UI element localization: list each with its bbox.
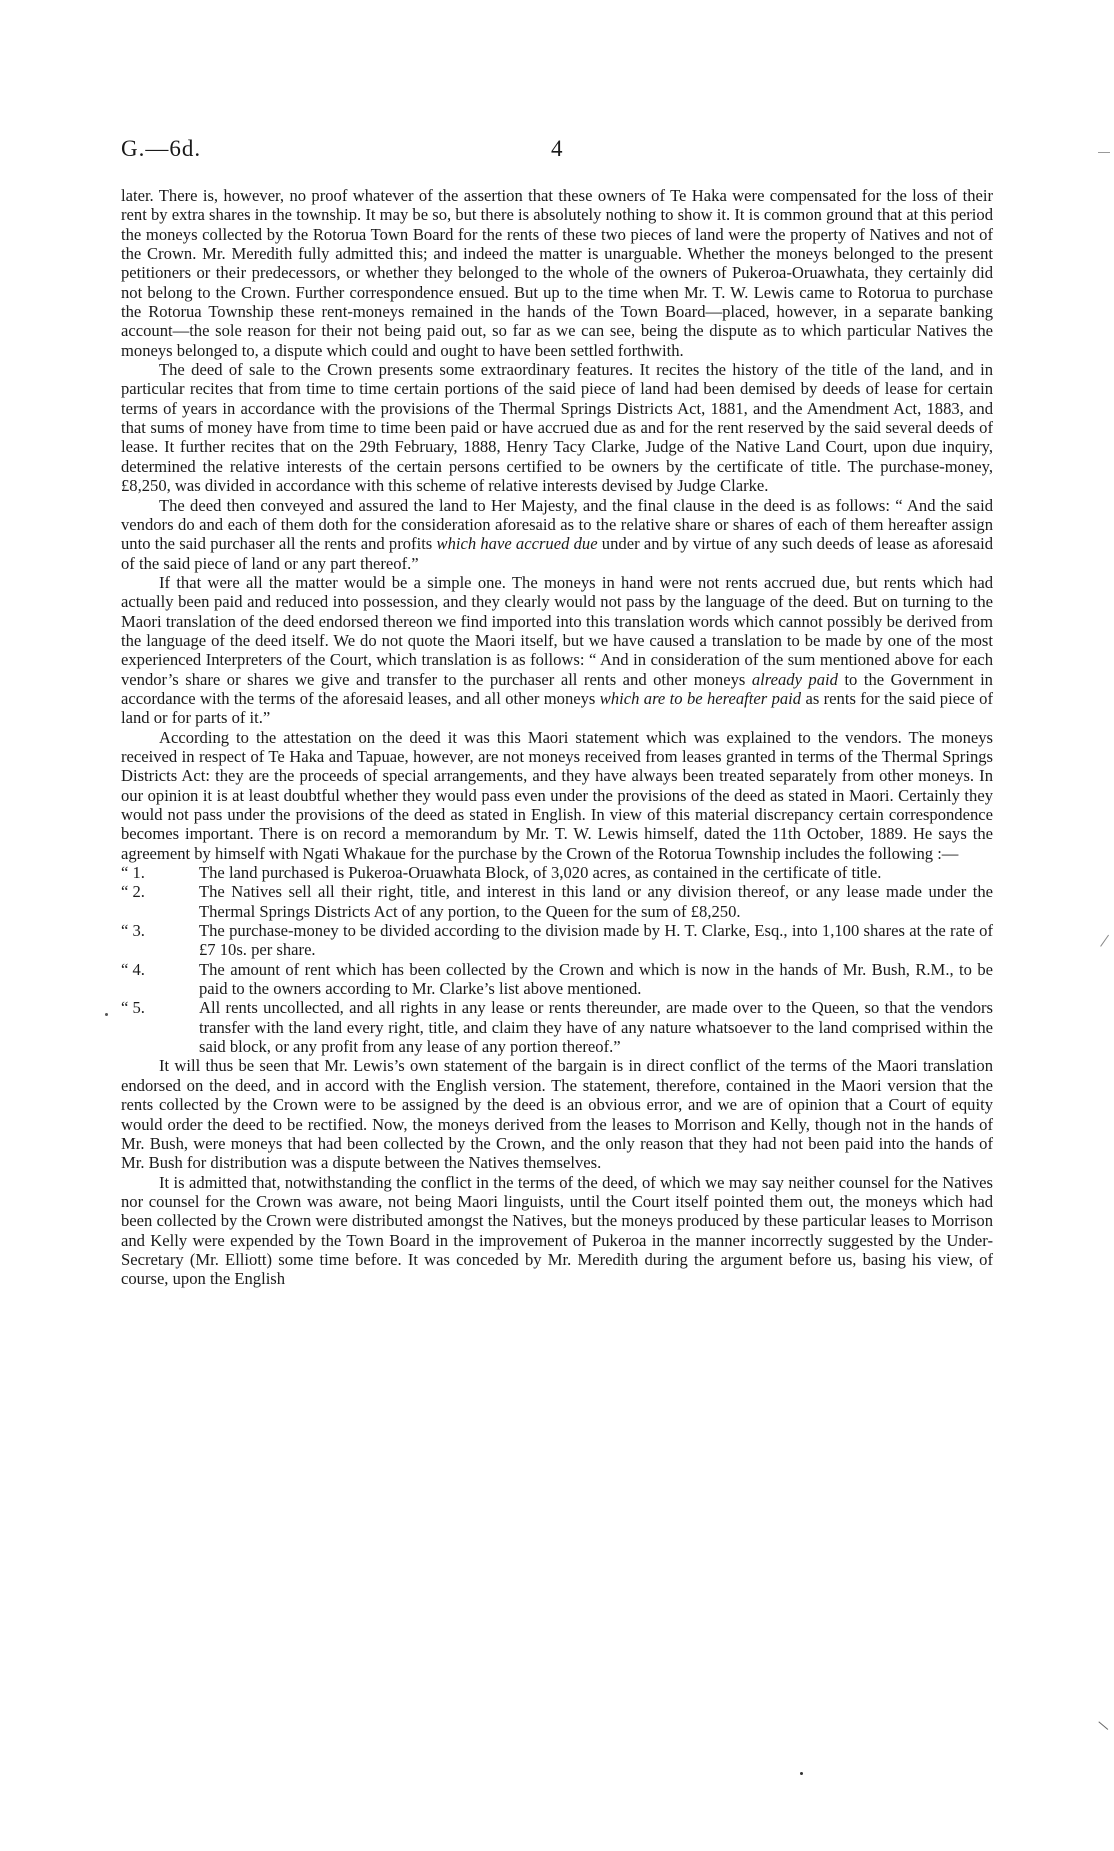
list-item-number: “ 2. [121,882,145,902]
paragraph-conflict: It will thus be seen that Mr. Lewis’s own statement of the bargain is in direct conflict of the terms of the Maori translation endorsed on the deed, and in accord with the English version. The statement, therefore, contained in the Maori version that the rents collected by the Crown were to be assigned by the deed is an obvious error, and we are of opinion that a Court of equity would order the deed to be rectified. Now, the moneys derived from the leases to Morrison and Kelly, though not in the hands of Mr. Bush, were moneys that had been collected by the Crown, and the only reason that they had not been paid into the hands of Mr. Bush for distribution was a dispute between the Natives themselves. [121,1056,993,1173]
memorandum-list [121,863,993,1056]
list-item-text: The land purchased is Pukeroa-Oruawhata Block, of 3,020 acres, as contained in the certificate of title. [199,863,882,883]
paragraph-continuation: later. There is, however, no proof whatever of the assertion that these owners of Te Haka were compensated for the loss of their rent by extra shares in the township. It may be so, but there is absolutely nothing to show it. It is common ground that at this period the moneys collected by the Rotorua Town Board for the rents of these two pieces of land were the property of Natives and not of the Crown. Mr. Meredith fully admitted this; and indeed the matter is unarguable. Whether the moneys belonged to the present petitioners or their predecessors, or whether they belonged to the whole of the owners of Pukeroa-Oruawhata, they certainly did not belong to the Crown. Further correspondence ensued. But up to the time when Mr. T. W. Lewis came to Rotorua to purchase the Rotorua Township these rent-moneys remained in the hands of the Town Board—placed, however, in a separate banking account—the sole reason for their not being paid out, so far as we can see, being the dispute as to which particular Natives the moneys belonged to, a dispute which could and ought to have been settled forthwith. [121,186,993,360]
paragraph-deed-of-sale: The deed of sale to the Crown presents some extraordinary features. It recites the history of the title of the land, and in particular recites that from time to time certain portions of the said piece of land had been demised by deeds of lease for certain terms of years in accordance with the provisions of the Thermal Springs Districts Act, 1881, and the Amendment Act, 1883, and that sums of money have from time to time been paid or have accrued due as and for the rent reserved by the said several deeds of lease. It further recites that on the 29th February, 1888, Henry Tacy Clarke, Judge of the Native Land Court, upon due inquiry, determined the relative interests of the certain persons certified to be owners by the certificate of title. The purchase-money, £8,250, was divided in accordance with this scheme of relative interests devised by Judge Clarke. [121,360,993,496]
list-item [121,921,993,960]
list-item [121,998,993,1056]
list-item [121,882,993,921]
scan-artifact-mark [1100,935,1110,948]
list-item-text: The Natives sell all their right, title, and interest in this land or any division thereof, or any lease made under the Thermal Springs Districts Act of any portion, to the Queen for the sum of £8,250. [199,882,993,921]
page-number: 4 [551,136,563,161]
page-header [121,136,993,176]
paragraph-deed-final-clause [121,496,993,573]
list-item-number: “ 3. [121,921,145,941]
paragraph-text: to the Government in accordance with the terms of the aforesaid leases, and all other moneys [121,669,993,708]
paragraph-text: under and by virtue of any such deeds of lease as aforesaid of the said piece of land or any part thereof.” [121,534,994,573]
scan-artifact-dot [105,1013,108,1016]
scan-artifact-mark [1098,152,1110,159]
list-item-text: The amount of rent which has been collected by the Crown and which is now in the hands of Mr. Bush, R.M., to be paid to the owners according to Mr. Clarke’s list above mentioned. [199,959,993,999]
list-item [121,863,993,882]
italic-phrase: which have accrued due [436,534,598,554]
document-reference: G.—6d. [121,136,202,161]
list-item-text: All rents uncollected, and all rights in any lease or rents thereunder, are made over to the Queen, so that the vendors transfer with the land every right, title, and claim they have of any nature whatsoever to the land comprised within the said block, or any profit from any lease of any portion thereof.” [199,998,993,1057]
italic-phrase: which are to be hereafter paid [599,688,802,708]
list-item-number: “ 5. [121,998,145,1018]
italic-phrase: already paid [751,669,838,689]
list-item [121,960,993,999]
paragraph-admission: It is admitted that, notwithstanding the conflict in the terms of the deed, of which we may say neither counsel for the Natives nor counsel for the Crown was aware, not being Maori linguists, until the Court itself pointed them out, the moneys which had been collected by the Crown were distributed amongst the Natives, but the moneys produced by these particular leases to Morrison and Kelly were expended by the Town Board in the improvement of Pukeroa in the manner incorrectly suggested by the Under-Secretary (Mr. Elliott) some time before. It was conceded by Mr. Meredith during the argument before us, basing his view, of course, upon the English [121,1172,993,1289]
paragraph-text: as rents for the said piece of land or for parts of it.” [121,688,993,728]
list-item-number: “ 4. [121,959,145,979]
paragraph-maori-translation [121,573,993,728]
paragraph-text: The deed then conveyed and assured the land to Her Majesty, and the final clause in the deed is as follows: “ And the said vendors do and each of them doth for the consideration aforesaid as to the relative share or shares of each of them hereafter assign unto the said purchaser all the rents and profits [121,495,993,554]
paragraph-text: If that were all the matter would be a simple one. The moneys in hand were not rents accrued due, but rents which had actually been paid and reduced into possession, and they clearly would not pass by the language of the deed. But on turning to the Maori translation of the deed endorsed thereon we find imported into this translation words which cannot possibly be derived from the language of the deed itself. We do not quote the Maori itself, but we have caused a translation to be made by one of the most experienced Interpreters of the Court, which translation is as follows: “ And in consideration of the sum mentioned above for each vendor’s share or shares we give and transfer to the purchaser all rents and other moneys [121,572,993,689]
body-text [121,186,993,1289]
scan-artifact-dot [800,1772,803,1775]
list-item-number: “ 1. [121,863,145,883]
scan-artifact-mark [1098,1721,1108,1730]
list-item-text: The purchase-money to be divided according to the division made by H. T. Clarke, Esq., into 1,100 shares at the rate of £7 10s. per share. [199,921,993,960]
paragraph-attestation: According to the attestation on the deed it was this Maori statement which was explained to the vendors. The moneys received in respect of Te Haka and Tapuae, however, are not moneys received from leases granted in terms of the Thermal Springs Districts Act: they are the proceeds of special arrangements, and they have always been treated separately from other moneys. In our opinion it is at least doubtful whether they would pass even under the provisions of the deed as stated in Maori. Certainly they would not pass under the provisions of the deed as stated in English. In view of this material discrepancy certain correspondence becomes important. There is on record a memorandum by Mr. T. W. Lewis himself, dated the 11th October, 1889. He says the agreement by himself with Ngati Whakaue for the purchase by the Crown of the Rotorua Township includes the following :— [121,727,993,863]
